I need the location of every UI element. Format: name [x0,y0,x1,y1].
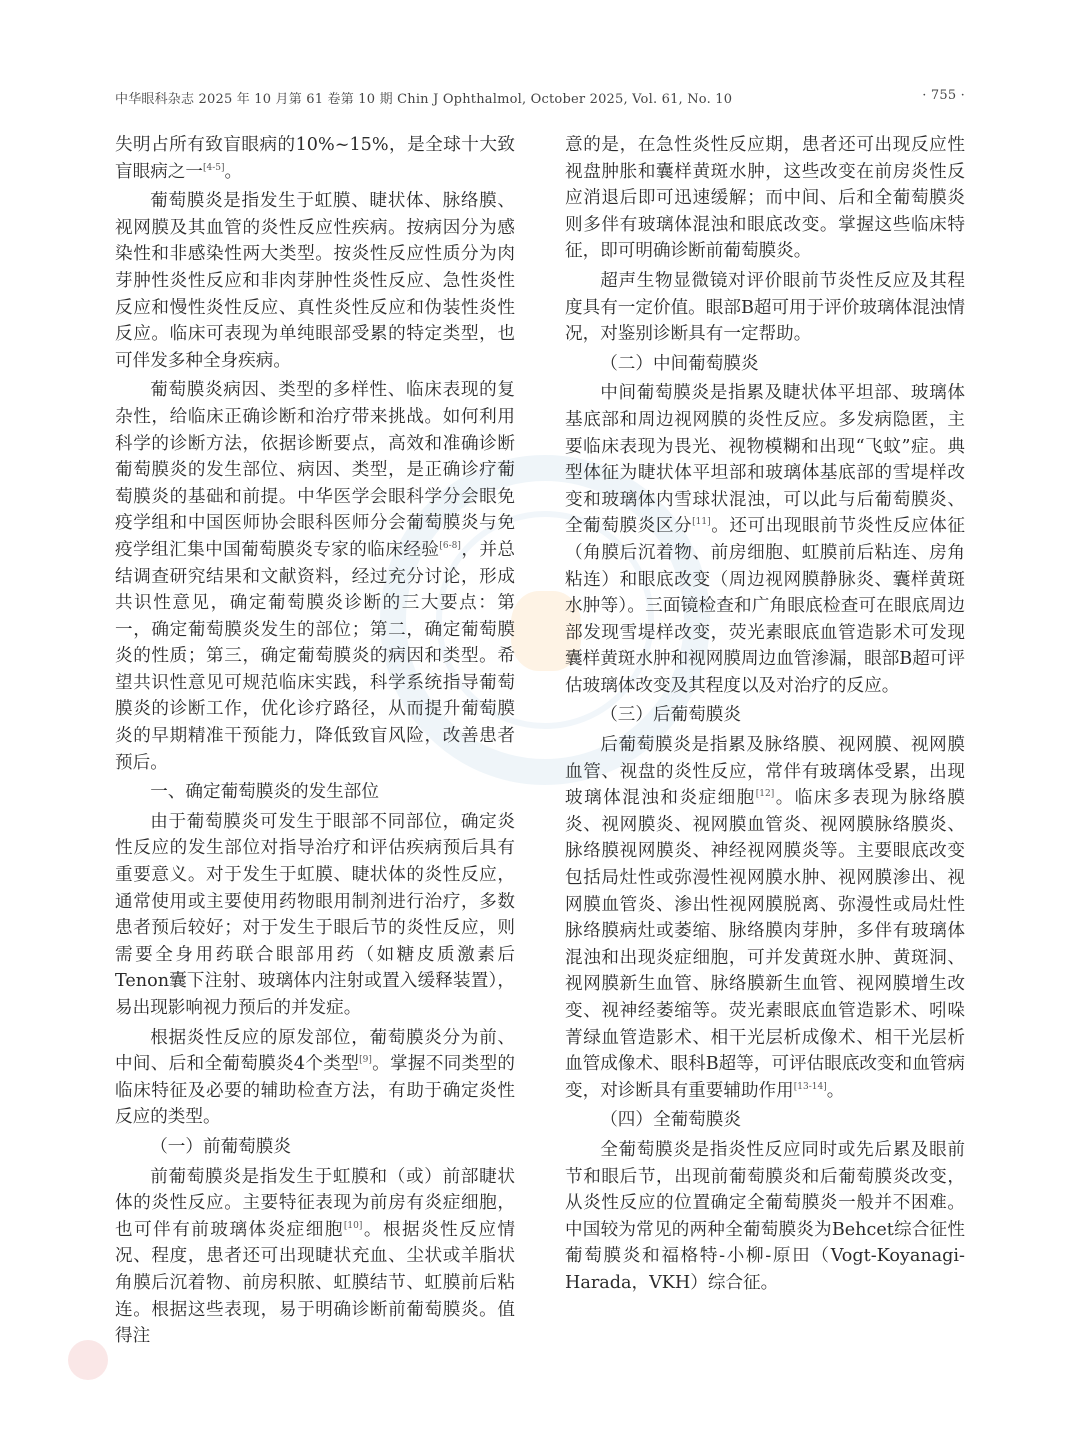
paragraph: 根据炎性反应的原发部位，葡萄膜炎分为前、中间、后和全葡萄膜炎4个类型[9]。掌握不同类型的临床特征及必要的辅助检查方法，有助于确定炎性反应的类型。 [115,1027,515,1128]
paragraph: 前葡萄膜炎是指发生于虹膜和（或）前部睫状体的炎性反应。主要特征表现为前房有炎症细胞，也可伴有前玻璃体炎症细胞[10]。根据炎性反应情况、程度，患者还可出现睫状充血、尘状或羊脂状角膜后沉着物、前房积脓、虹膜结节、虹膜前后粘连。根据这些表现，易于明确诊断前葡萄膜炎。值得注 [115,1166,515,1347]
paragraph: 失明占所有致盲眼病的10%~15%，是全球十大致盲眼病之一[4-5]。 [115,135,515,182]
subsection-heading: （一）前葡萄膜炎 [150,1136,291,1157]
citation[interactable]: [4-5] [202,162,225,173]
citation[interactable]: [11] [692,517,711,528]
paragraph: 由于葡萄膜炎可发生于眼部不同部位，确定炎性反应的发生部位对指导治疗和评估疾病预后具有重要意义。对于发生于虹膜、睫状体的炎性反应，通常使用或主要使用药物眼用制剂进行治疗，多数患者预后较好；对于发生于眼后节的炎性反应，则需要全身用药联合眼部用药（如糖皮质激素后Tenon囊下注射、玻璃体内注射或置入缓释装置），易出现影响视力预后的并发症。 [115,811,515,1018]
journal-line: 中华眼科杂志 2025 年 10 月第 61 卷第 10 期 Chin J Ophthalmol, October 2025, Vol. 61, No. 10 [115,92,733,107]
citation[interactable]: [12] [755,789,775,800]
page-number: · 755 · [922,88,965,103]
paragraph: 后葡萄膜炎是指累及脉络膜、视网膜、视网膜血管、视盘的炎性反应，常伴有玻璃体受累，出现玻璃体混浊和炎症细胞[12]。临床多表现为脉络膜炎、视网膜炎、视网膜血管炎、视网膜脉络膜炎、脉络膜视网膜炎、神经视网膜炎等。主要眼底改变包括局灶性或弥漫性视网膜水肿、视网膜渗出、视网膜血管炎、渗出性视网膜脱离、弥漫性或局灶性脉络膜病灶或萎缩、脉络膜肉芽肿，多伴有玻璃体混浊和出现炎症细胞，可并发黄斑水肿、黄斑洞、视网膜新生血管、脉络膜新生血管、视网膜增生改变、视神经萎缩等。荧光素眼底血管造影术、吲哚菁绿血管造影术、相干光层析成像术、相干光层析血管成像术、眼科B超等，可评估眼底改变和血管病变，对诊断具有重要辅助作用[13-14]。 [565,735,965,1101]
paragraph: 葡萄膜炎是指发生于虹膜、睫状体、脉络膜、视网膜及其血管的炎性反应性疾病。按病因分为感染性和非感染性两大类型。按炎性反应性质分为肉芽肿性炎性反应和非肉芽肿性炎性反应、急性炎性反应和慢性炎性反应、真性炎性反应和伪装性炎性反应。临床可表现为单纯眼部受累的特定类型，也可伴发多种全身疾病。 [115,191,515,371]
right-column [565,132,965,1300]
subsection-heading: （四）全葡萄膜炎 [600,1110,741,1131]
paragraph: 意的是，在急性炎性反应期，患者还可出现反应性视盘肿胀和囊样黄斑水肿，这些改变在前房炎性反应消退后即可迅速缓解；而中间、后和全葡萄膜炎则多伴有玻璃体混浊和眼底改变。掌握这些临床特征，即可明确诊断前葡萄膜炎。 [565,135,965,262]
citation[interactable]: [9] [359,1055,372,1066]
paragraph: 超声生物显微镜对评价眼前节炎性反应及其程度具有一定价值。眼部B超可用于评价玻璃体混浊情况，对鉴别诊断具有一定帮助。 [565,270,965,345]
citation[interactable]: [13-14] [793,1081,827,1092]
subsection-heading: （三）后葡萄膜炎 [600,705,741,726]
paragraph: 葡萄膜炎病因、类型的多样性、临床表现的复杂性，给临床正确诊断和治疗带来挑战。如何利用科学的诊断方法，依据诊断要点，高效和准确诊断葡萄膜炎的发生部位、病因、类型，是正确诊疗葡萄膜炎的基础和前提。中华医学会眼科学分会眼免疫学组和中国医师协会眼科医师分会葡萄膜炎与免疫学组汇集中国葡萄膜炎专家的临床经验[6-8]，并总结调查研究结果和文献资料，经过充分讨论，形成共识性意见，确定葡萄膜炎诊断的三大要点：第一，确定葡萄膜炎发生的部位；第二，确定葡萄膜炎的性质；第三，确定葡萄膜炎的病因和类型。希望共识性意见可规范临床实践，科学系统指导葡萄膜炎的诊断工作，优化诊疗路径，从而提升葡萄膜炎的早期精准干预能力，降低致盲风险，改善患者预后。 [115,380,515,773]
running-header [115,88,965,107]
citation[interactable]: [10] [343,1220,363,1231]
citation[interactable]: [6-8] [439,540,461,551]
section-heading: 一、确定葡萄膜炎的发生部位 [150,782,379,803]
left-column [115,132,515,1353]
paragraph: 全葡萄膜炎是指炎性反应同时或先后累及眼前节和眼后节，出现前葡萄膜炎和后葡萄膜炎改变，从炎性反应的位置确定全葡萄膜炎一般并不困难。中国较为常见的两种全葡萄膜炎为Behcet综合征性葡萄膜炎和福格特-小柳-原田（Vogt-Koyanagi-Harada，VKH）综合征。 [565,1139,965,1293]
paragraph: 中间葡萄膜炎是指累及睫状体平坦部、玻璃体基底部和周边视网膜的炎性反应。多发病隐匿，主要临床表现为畏光、视物模糊和出现“飞蚊”症。典型体征为睫状体平坦部和玻璃体基底部的雪堤样改变和玻璃体内雪球状混浊，可以此与后葡萄膜炎、全葡萄膜炎区分[11]。还可出现眼前节炎性反应体征（角膜后沉着物、前房细胞、虹膜前后粘连、房角粘连）和眼底改变（周边视网膜静脉炎、囊样黄斑水肿等）。三面镜检查和广角眼底检查可在眼底周边部发现雪堤样改变，荧光素眼底血管造影术可发现囊样黄斑水肿和视网膜周边血管渗漏，眼部B超可评估玻璃体改变及其程度以及对治疗的反应。 [565,383,965,696]
publisher-logo-icon [68,1340,108,1380]
subsection-heading: （二）中间葡萄膜炎 [600,353,759,374]
